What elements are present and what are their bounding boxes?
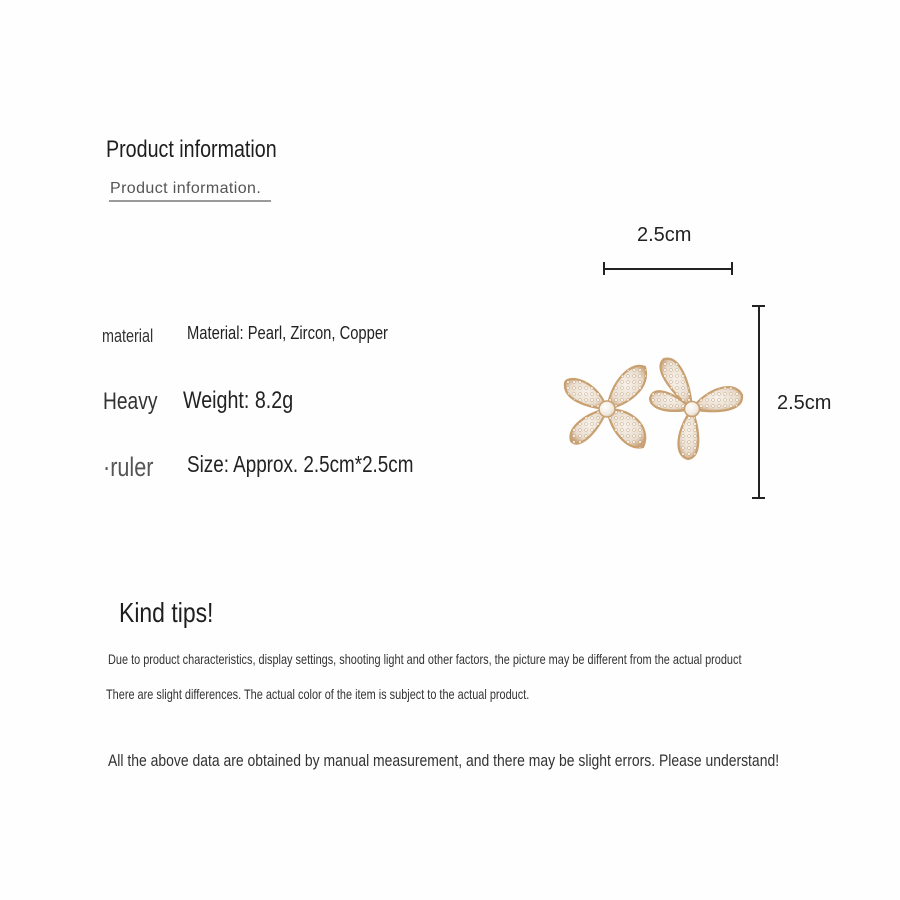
product-photo (562, 354, 748, 464)
tip-line-3: All the above data are obtained by manual measurement, and there may be slight errors. Please understand! (108, 751, 780, 770)
height-dimension-cap-bottom (752, 497, 765, 499)
width-dimension-cap-right (731, 262, 733, 275)
left-earring (565, 366, 646, 448)
height-dimension-label: 2.5cm (777, 392, 832, 414)
height-dimension-line (758, 305, 760, 498)
tip-line-1: Due to product characteristics, display settings, shooting light and other factors, the picture may be different from the actual product (108, 651, 742, 667)
height-dimension-cap-top (752, 305, 765, 307)
spec-value-material: Material: Pearl, Zircon, Copper (187, 323, 388, 343)
spec-label-size: ·ruler (103, 452, 154, 482)
spec-value-weight: Weight: 8.2g (183, 387, 294, 414)
right-earring (650, 359, 742, 459)
subtitle-underline (109, 200, 271, 202)
spec-label-weight: Heavy (103, 388, 158, 415)
width-dimension-line (603, 268, 733, 270)
spec-label-material: material (102, 326, 154, 346)
page-title: Product information (106, 136, 277, 163)
width-dimension-label: 2.5cm (637, 224, 692, 246)
tips-title: Kind tips! (119, 597, 214, 628)
spec-value-size: Size: Approx. 2.5cm*2.5cm (187, 451, 414, 477)
section-subtitle: Product information. (110, 180, 262, 197)
tip-line-2: There are slight differences. The actual color of the item is subject to the actual product. (106, 686, 530, 702)
width-dimension-cap-left (603, 262, 605, 275)
